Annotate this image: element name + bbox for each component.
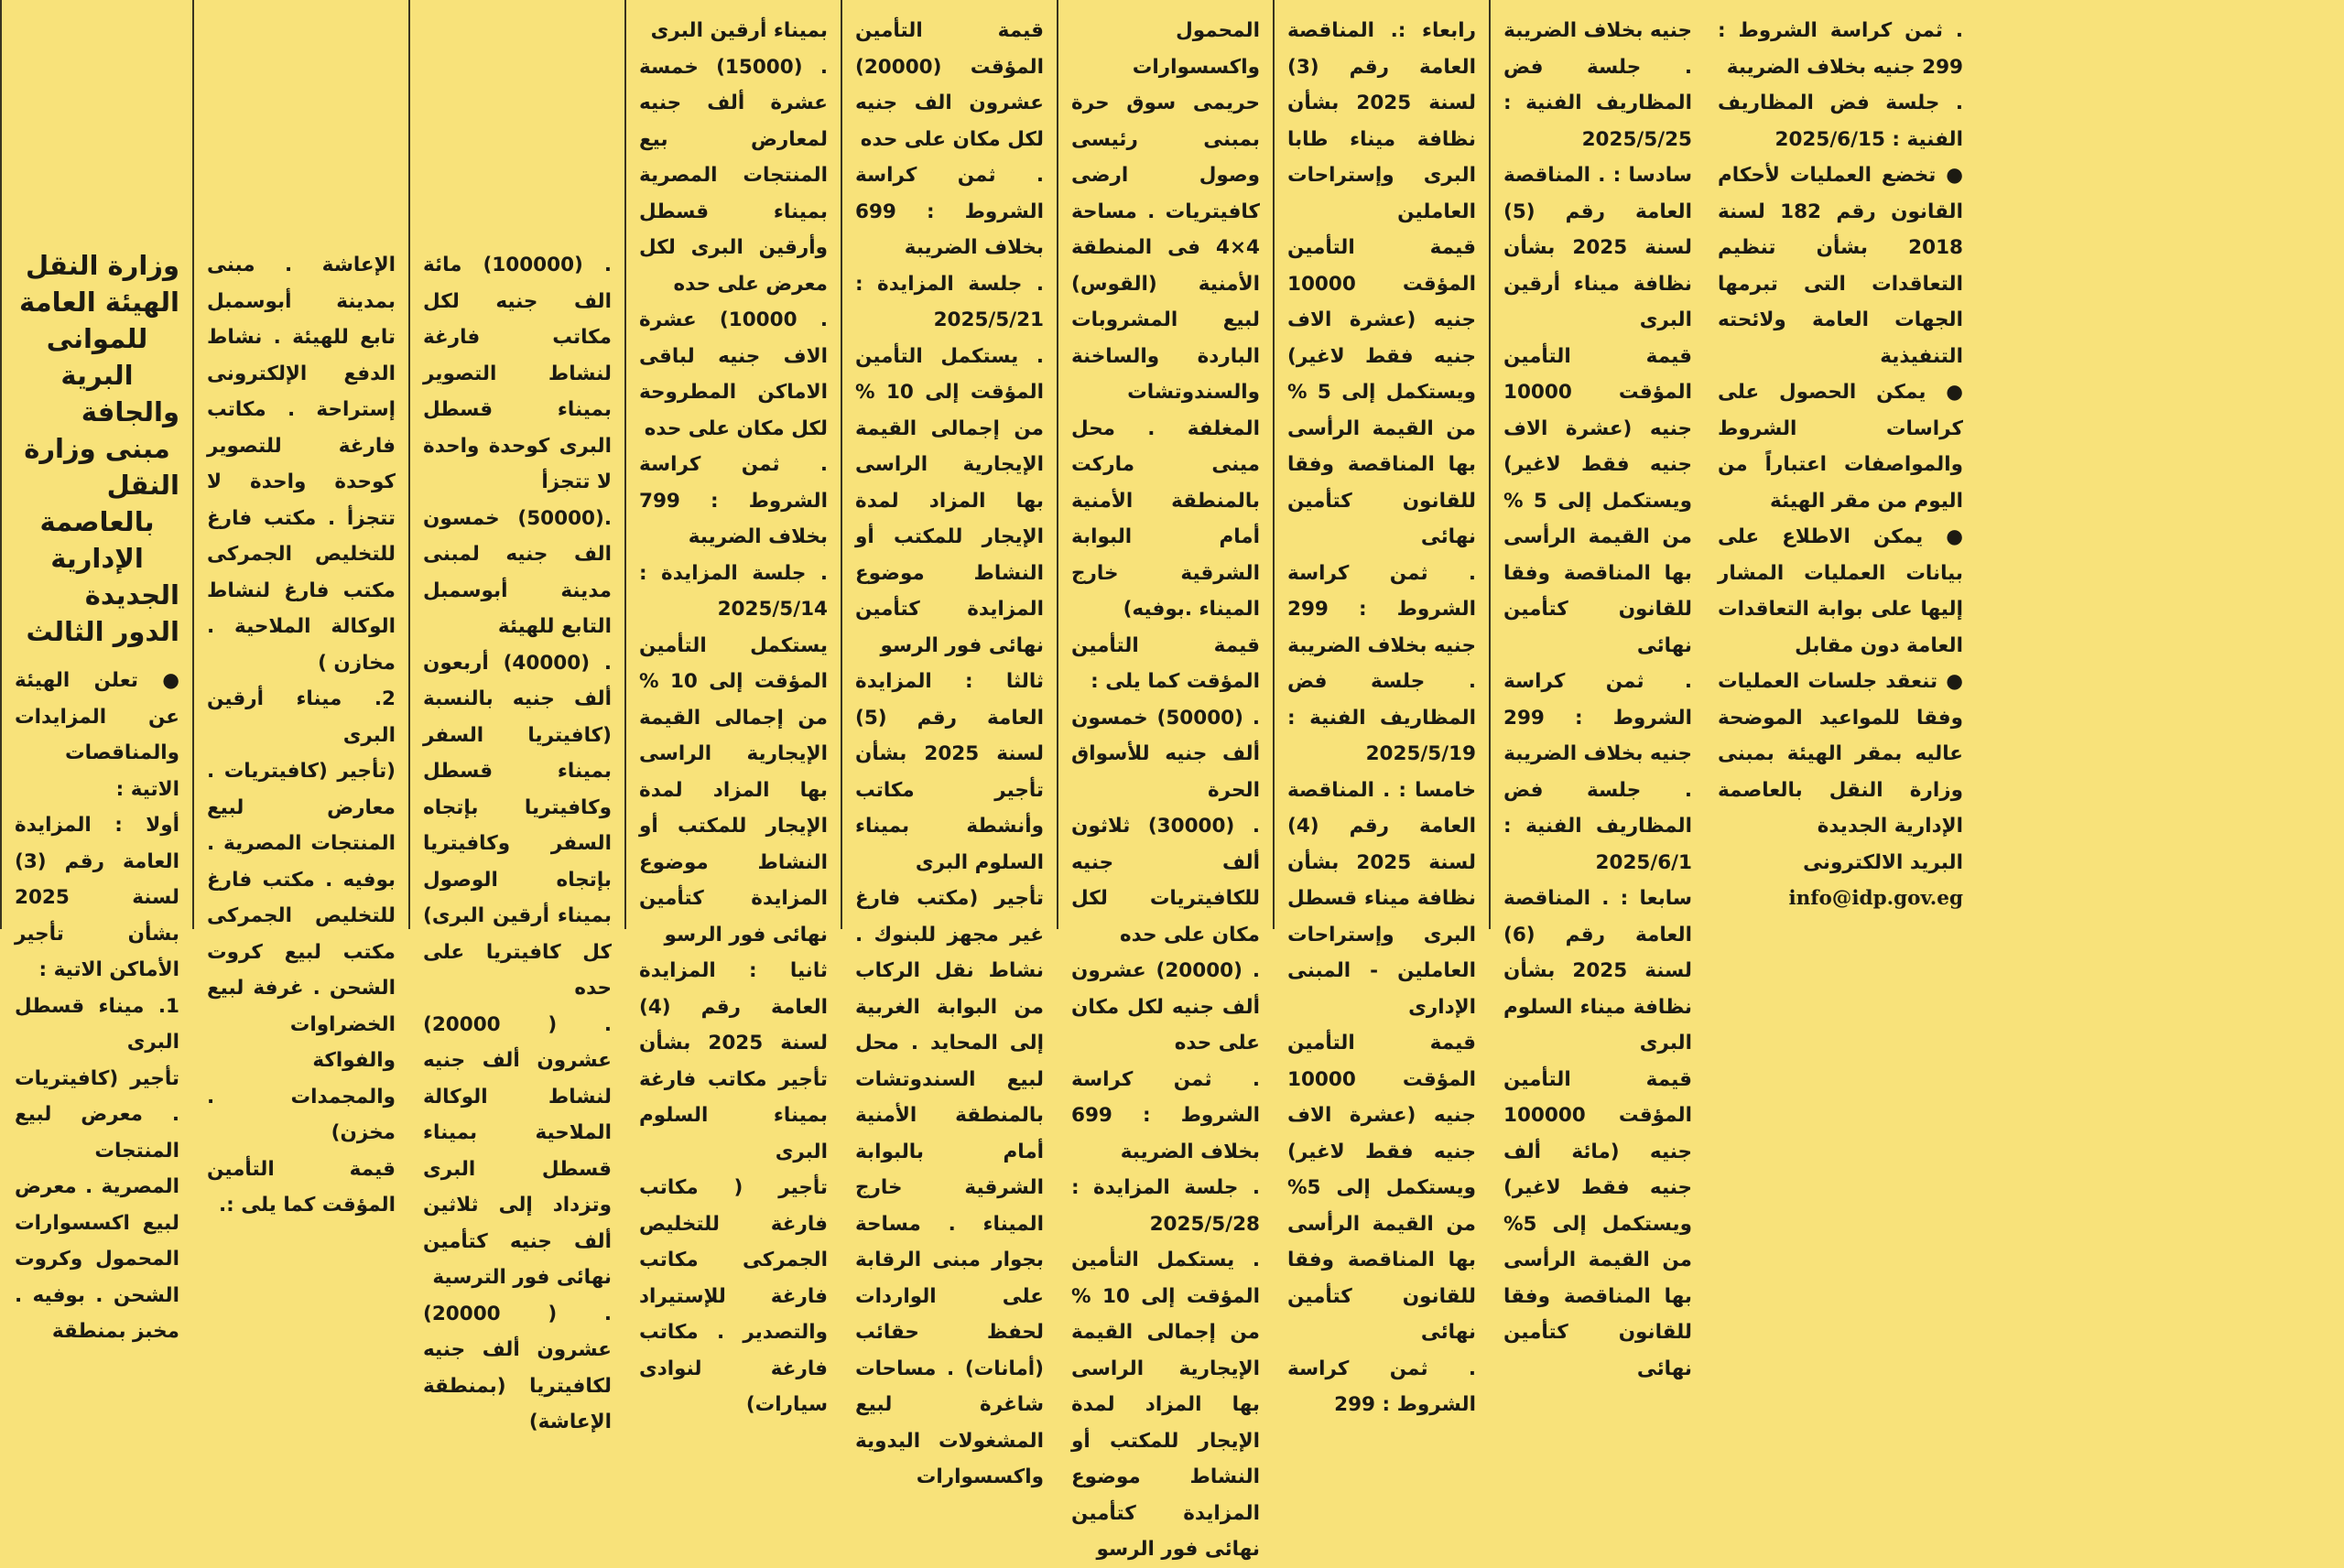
paragraph: جنيه بخلاف الضريبة (1503, 19, 1692, 42)
paragraph: . (15000) خمسة عشرة ألف جنيه لمعارض بيع المنتجات المصرية بميناء قسطل وأرقين البرى لكل معرض على حده (639, 55, 828, 296)
paragraph: سادسا : . المناقصة العامة رقم (5) لسنة 2025 بشأن نظافة ميناء أرقين البرى (1503, 164, 1692, 331)
column-1-body (15, 663, 179, 1350)
title-line: مبنى وزارة النقل (24, 433, 179, 501)
column-9 (1705, 0, 1976, 929)
paragraph: . ( 20000) عشرون ألف جنيه لنشاط الوكالة الملاحية بميناء قسطل البرى وتزداد إلى ثلاثين ألف جنيه كتأمين نهائى فور الترسية (423, 1012, 612, 1289)
paragraph: خامسا : . المناقصة العامة رقم (4) لسنة 2025 بشأن نظافة ميناء قسطل البرى وإستراحات العاملين - المبنى الإدارى (1287, 778, 1476, 1019)
title-line: الهيئة العامة (19, 287, 179, 318)
paragraph: . (40000) أربعون ألف جنيه بالنسبة (كافيتريا السفر بميناء قسطل وكافيتريا بإتجاه السفر وكافيتريا بإتجاه الوصول بميناء أرقين البرى) كل كافيتريا على حده (423, 651, 612, 1000)
paragraph: المحمول واكسسوارات حريمى سوق حرة بمبنى رئيسى وصول ارضى كافيتريات . مساحة 4×4 فى المنطقة الأمنية (القوس) لبيع المشروبات الباردة والساخنة والسندوتشات المغلفة . محل مينى ماركت بالمنطقة الأمنية أمام البوابة الشرقية خارج الميناء .بوفيه) (1071, 19, 1260, 621)
paragraph: قيمة التأمين المؤقت 10000 جنيه (عشرة الاف جنيه فقط لاغير) ويستكمل إلى 5% من القيمة الرأسى بها المناقصة وفقا للقانون كتأمين نهائى (1287, 1032, 1476, 1344)
column-4 (624, 0, 841, 1416)
paragraph: الإعاشة . مبنى بمدينة أبوسمبل تابع للهيئة . نشاط الدفع الإلكترونى إستراحة . مكاتب فارغة للتصوير كوحدة واحدة لا تتجزأ . مكتب فارغ للتخليص الجمركى مكتب فارغ لنشاط الوكالة الملاحية . مخازن ) (207, 254, 396, 675)
paragraph: قيمة التأمين المؤقت 10000 جنيه (عشرة الاف جنيه فقط لاغير) ويستكمل إلى 5 % من القيمة الرأسى بها المناقصة وفقا للقانون كتأمين نهائى (1503, 344, 1692, 657)
paragraph: . جلسة فض المظاريف الفنية : 2025/6/1 (1503, 778, 1692, 874)
paragraph: 2. ميناء أرقين البرى (207, 687, 396, 747)
paragraph: . جلسة المزايدة : 2025/5/14 (639, 561, 828, 621)
paragraph: 1. ميناء قسطل البرى (15, 994, 179, 1054)
paragraph: .(50000) خمسون الف جنيه لمبنى مدينة أبوسمبل التابع للهيئة (423, 506, 612, 638)
paragraph: ثانيا : المزايدة العامة رقم (4) لسنة 2025 بشأن تأجير مكاتب فارغة بميناء السلوم البرى (639, 959, 828, 1163)
title-line: الدور الثالث (26, 616, 179, 647)
paragraph: . ثمن كراسة الشروط : 699 بخلاف الضريبة (855, 164, 1044, 259)
paragraph: البريد الالكترونى (1803, 850, 1963, 874)
paragraph: تأجير ( مكاتب فارغة للتخليص الجمركى مكاتب فارغة للإستيراد والتصدير . مكاتب فارغة لنوادى سيارات) (639, 1176, 828, 1416)
paragraph: رابعاء :. المناقصة العامة رقم (3) لسنة 2025 بشأن نظافة ميناء طابا البرى وإستراحات العاملين (1287, 19, 1476, 223)
paragraph: ● يمكن الاطلاع على بيانات العمليات المشار إليها على بوابة التعاقدات العامة دون مقابل (1718, 525, 1963, 657)
paragraph: . (20000) عشرون ألف جنيه لكل مكان على حده (1071, 959, 1261, 1054)
paragraph: ● يمكن الحصول على كراسات الشروط والمواصفات اعتباراً من اليوم من مقر الهيئة (1718, 381, 1963, 513)
paragraph: قيمة التأمين المؤقت (20000) عشرون الف جنيه لكل مكان على حده (855, 19, 1044, 151)
paragraph: أولا : المزايدة العامة رقم (3) لسنة 2025 بشأن تأجير الأماكن الاتية : (15, 814, 179, 981)
paragraph: . (100000) مائة الف جنيه لكل مكاتب فارغة لنشاط التصوير بميناء قسطل البرى كوحدة واحدة لا تتجزأ (423, 254, 612, 493)
paragraph: سابعا : . المناقصة العامة رقم (6) لسنة 2025 بشأن نظافة ميناء السلوم البرى (1503, 887, 1692, 1054)
paragraph: . جلسة المزايدة : 2025/5/28 (1071, 1176, 1260, 1236)
paragraph: . جلسة فض المظاريف الفنية : 2025/5/19 (1287, 670, 1476, 765)
paragraph: . ثمن كراسة الشروط : 799 بخلاف الضريبة (639, 453, 828, 548)
paragraph: . جلسة المزايدة : 2025/5/21 (855, 272, 1044, 331)
column-5 (841, 0, 1057, 1488)
paragraph: ثالثا : المزايدة العامة رقم (5) لسنة 2025 بشأن تأجير مكاتب وأنشطة بميناء السلوم البرى (855, 670, 1044, 874)
paragraph: . جلسة فض المظاريف الفنية : 2025/5/25 (1503, 55, 1692, 151)
paragraph: تأجير (كافيتريات . معرض لبيع المنتجات المصرية . معرض لبيع اكسسوارات المحمول وكروت الشحن . بوفيه . مخبز بمنطقة (15, 1066, 179, 1343)
column-8 (1489, 0, 1705, 1380)
header-column (0, 0, 192, 1343)
paragraph: . يستكمل التأمين المؤقت إلى 10 % من إجمالى القيمة الإيجارية الراسى بها المزاد لمدة الإيجار للمكتب أو النشاط موضوع المزايدة كتأمين نهائى فور الرسو (855, 344, 1044, 657)
paragraph: ● تخضع العمليات لأحكام القانون رقم 182 لسنة 2018 بشأن تنظيم التعاقدات التى تبرمها الجهات العامة ولائحته التنفيذية (1718, 164, 1963, 368)
paragraph: قيمة التأمين المؤقت 10000 جنيه (عشرة الاف جنيه فقط لاغير) ويستكمل إلى 5 % من القيمة الرأسى بها المناقصة وفقا للقانون كتأمين نهائى (1287, 236, 1476, 548)
paragraph: قيمة التأمين المؤقت كما يلى : (1071, 633, 1260, 693)
column-3 (408, 0, 624, 1433)
paragraph: . ثمن كراسة الشروط : 299 جنيه بخلاف الضريبة (1503, 670, 1692, 765)
paragraph: . ثمن كراسة الشروط : 299 جنيه بخلاف الضريبة (1718, 19, 1963, 79)
title-line: بالعاصمة الإدارية الجديدة (39, 506, 179, 611)
authority-title (15, 247, 179, 650)
paragraph: . (30000) ثلاثون ألف جنيه للكافيتريات لكل مكان على حده (1071, 815, 1260, 946)
paragraph: (تأجير (كافيتريات . معارض لبيع المنتجات المصرية . بوفيه . مكتب فارغ للتخليص الجمركى مكتب لبيع كروت الشحن . غرفة لبيع الخضراوات والفواكة والمجمدات . مخزن) (207, 760, 396, 1144)
paragraph: . (50000) خمسون ألف جنيه للأسواق الحرة (1071, 706, 1260, 802)
paragraph: . ثمن كراسة الشروط : 699 بخلاف الضريبة (1071, 1067, 1260, 1163)
paragraph: . 10000) عشرة الاف جنيه لباقى الاماكن المطروحة لكل مكان على حده (639, 308, 828, 440)
column-6 (1057, 0, 1273, 1561)
paragraph: ● تعلن الهيئة عن المزايدات والمناقصات الاتية : (15, 669, 179, 801)
paragraph: بميناء أرقين البرى (650, 19, 828, 42)
paragraph: . ثمن كراسة الشروط : 299 جنيه بخلاف الضريبة (1287, 561, 1476, 657)
paragraph: يستكمل التأمين المؤقت إلى 10 % من إجمالى القيمة الإيجارية الراسى بها المزاد لمدة الإيجار للمكتب أو النشاط موضوع المزايدة كتأمين نهائى فور الرسو (639, 633, 828, 946)
paragraph: . جلسة فض المظاريف الفنية : 2025/6/15 (1718, 92, 1963, 151)
paragraph: تأجير (مكتب فارغ غير مجهز للبنوك . نشاط نقل الركاب من البوابة الغربية إلى المحايد . محل لبيع السندوتشات بالمنطقة الأمنية أمام بالبوابة الشرقية خارج الميناء . مساحة بجوار مبنى الرقابة على الواردات لحفظ حقائب (أمانات) . مساحات شاغرة لبيع المشغولات اليدوية واكسسوارات (855, 887, 1044, 1488)
title-line: للموانى البرية والجافة (46, 323, 179, 427)
column-7 (1273, 0, 1489, 1416)
paragraph: ● تنعقد جلسات العمليات وفقا للمواعيد الموضحة عاليه بمقر الهيئة بمبنى وزارة النقل بالعاصمة الإدارية الجديدة (1718, 670, 1963, 838)
paragraph: . ثمن كراسة الشروط : 299 (1287, 1357, 1476, 1416)
paragraph: قيمة التأمين المؤقت كما يلى :. (207, 1157, 396, 1217)
paragraph: قيمة التأمين المؤقت 100000 جنيه (مائة ألف جنيه فقط لاغير) ويستكمل إلى 5% من القيمة الرأسى بها المناقصة وفقا للقانون كتأمين نهائى (1503, 1067, 1692, 1380)
column-2 (192, 0, 408, 1217)
title-line: وزارة النقل (26, 250, 179, 281)
paragraph: . ( 20000) عشرون ألف جنيه لكافيتريا (بمنطقة الإعاشة) (423, 1302, 612, 1433)
contact-email[interactable]: info@idp.gov.eg (1788, 887, 1963, 910)
paragraph: . يستكمل التأمين المؤقت إلى 10 % من إجمالى القيمة الإيجارية الراسى بها المزاد لمدة الإيجار للمكتب أو النشاط موضوع المزايدة كتأمين نهائى فور الرسو (1071, 1249, 1260, 1561)
